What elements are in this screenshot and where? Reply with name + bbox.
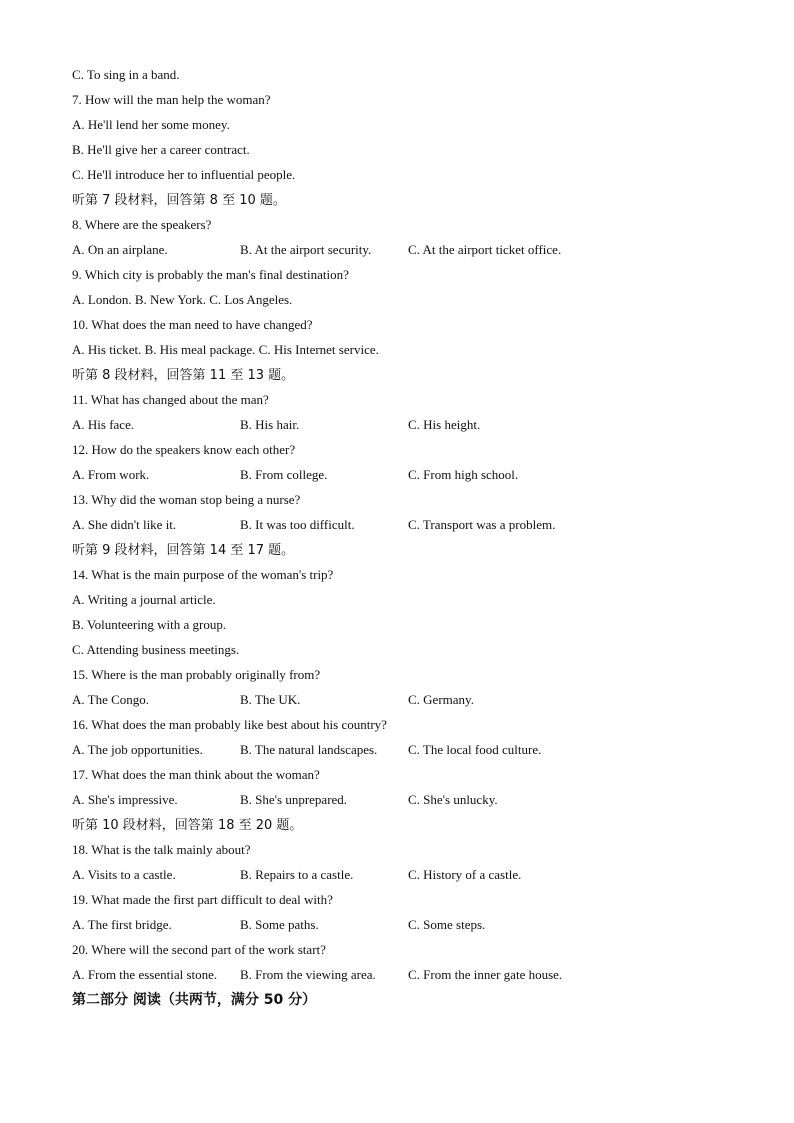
- option-c: C. Some steps.: [408, 917, 486, 932]
- option-row: [72, 237, 732, 262]
- option-b: B. His hair.: [240, 417, 300, 432]
- line-text: 14. What is the main purpose of the woman's trip?: [72, 567, 334, 582]
- option-a: A. The Congo.: [72, 692, 150, 707]
- question-line: [72, 112, 732, 137]
- listening-instruction: [72, 362, 732, 387]
- question-line: [72, 937, 732, 962]
- question-line: [72, 437, 732, 462]
- question-line: [72, 637, 732, 662]
- line-text: 16. What does the man probably like best about his country?: [72, 717, 387, 732]
- option-b: B. The UK.: [240, 692, 301, 707]
- option-row: [72, 687, 732, 712]
- option-a: A. She's impressive.: [72, 792, 178, 807]
- line-text: A. His ticket. B. His meal package. C. His Internet service.: [72, 342, 379, 357]
- question-line: [72, 137, 732, 162]
- option-b: B. She's unprepared.: [240, 792, 348, 807]
- option-a: A. The first bridge.: [72, 917, 172, 932]
- line-text: A. Writing a journal article.: [72, 592, 216, 607]
- option-c: C. Transport was a problem.: [408, 517, 556, 532]
- listening-instruction: [72, 812, 732, 837]
- question-line: [72, 587, 732, 612]
- question-line: [72, 762, 732, 787]
- line-text: 19. What made the first part difficult to deal with?: [72, 892, 333, 907]
- line-text: 听第 7 段材料，回答第 8 至 10 题。: [72, 193, 286, 208]
- option-c: C. She's unlucky.: [408, 792, 498, 807]
- listening-instruction: [72, 537, 732, 562]
- option-b: B. Some paths.: [240, 917, 319, 932]
- line-text: 8. Where are the speakers?: [72, 217, 212, 232]
- option-a: A. The job opportunities.: [72, 742, 203, 757]
- question-line: [72, 837, 732, 862]
- option-a: A. She didn't like it.: [72, 517, 177, 532]
- question-line: [72, 287, 732, 312]
- question-line: [72, 487, 732, 512]
- option-a: A. From work.: [72, 467, 150, 482]
- line-text: C. He'll introduce her to influential people.: [72, 167, 296, 182]
- line-text: 第二部分 阅读（共两节，满分 50 分）: [72, 992, 317, 1008]
- option-row: [72, 912, 732, 937]
- question-line: [72, 312, 732, 337]
- option-b: B. From the viewing area.: [240, 967, 376, 982]
- question-line: [72, 337, 732, 362]
- line-text: 15. Where is the man probably originally from?: [72, 667, 321, 682]
- option-b: B. It was too difficult.: [240, 517, 355, 532]
- line-text: 7. How will the man help the woman?: [72, 92, 271, 107]
- question-line: [72, 887, 732, 912]
- line-text: 10. What does the man need to have changed?: [72, 317, 313, 332]
- option-c: C. The local food culture.: [408, 742, 542, 757]
- line-text: 听第 9 段材料，回答第 14 至 17 题。: [72, 543, 295, 558]
- line-text: B. He'll give her a career contract.: [72, 142, 250, 157]
- line-text: 11. What has changed about the man?: [72, 392, 269, 407]
- question-line: [72, 712, 732, 737]
- line-text: C. Attending business meetings.: [72, 642, 240, 657]
- line-text: B. Volunteering with a group.: [72, 617, 227, 632]
- line-text: 18. What is the talk mainly about?: [72, 842, 251, 857]
- section-heading: [72, 987, 732, 1012]
- option-row: [72, 962, 732, 987]
- option-b: B. From college.: [240, 467, 328, 482]
- option-a: A. From the essential stone.: [72, 967, 218, 982]
- option-c: C. At the airport ticket office.: [408, 242, 562, 257]
- option-row: [72, 462, 732, 487]
- option-row: [72, 737, 732, 762]
- exam-page: [72, 62, 732, 1012]
- question-line: [72, 162, 732, 187]
- option-row: [72, 787, 732, 812]
- question-line: [72, 662, 732, 687]
- question-line: [72, 562, 732, 587]
- listening-instruction: [72, 187, 732, 212]
- line-text: 9. Which city is probably the man's final destination?: [72, 267, 349, 282]
- line-text: 听第 8 段材料，回答第 11 至 13 题。: [72, 368, 295, 383]
- line-text: 17. What does the man think about the woman?: [72, 767, 320, 782]
- question-line: [72, 212, 732, 237]
- question-line: [72, 262, 732, 287]
- option-c: C. Germany.: [408, 692, 474, 707]
- option-b: B. The natural landscapes.: [240, 742, 378, 757]
- question-line: [72, 62, 732, 87]
- option-a: A. On an airplane.: [72, 242, 168, 257]
- option-c: C. History of a castle.: [408, 867, 522, 882]
- question-line: [72, 87, 732, 112]
- option-a: A. Visits to a castle.: [72, 867, 176, 882]
- option-a: A. His face.: [72, 417, 135, 432]
- option-b: B. Repairs to a castle.: [240, 867, 354, 882]
- option-row: [72, 512, 732, 537]
- option-b: B. At the airport security.: [240, 242, 372, 257]
- line-text: 听第 10 段材料，回答第 18 至 20 题。: [72, 818, 303, 833]
- line-text: A. London. B. New York. C. Los Angeles.: [72, 292, 293, 307]
- line-text: 13. Why did the woman stop being a nurse?: [72, 492, 301, 507]
- question-line: [72, 387, 732, 412]
- line-text: A. He'll lend her some money.: [72, 117, 230, 132]
- option-c: C. From high school.: [408, 467, 519, 482]
- line-text: C. To sing in a band.: [72, 67, 180, 82]
- line-text: 12. How do the speakers know each other?: [72, 442, 296, 457]
- line-text: 20. Where will the second part of the work start?: [72, 942, 326, 957]
- option-row: [72, 862, 732, 887]
- option-c: C. From the inner gate house.: [408, 967, 563, 982]
- question-line: [72, 612, 732, 637]
- option-c: C. His height.: [408, 417, 481, 432]
- option-row: [72, 412, 732, 437]
